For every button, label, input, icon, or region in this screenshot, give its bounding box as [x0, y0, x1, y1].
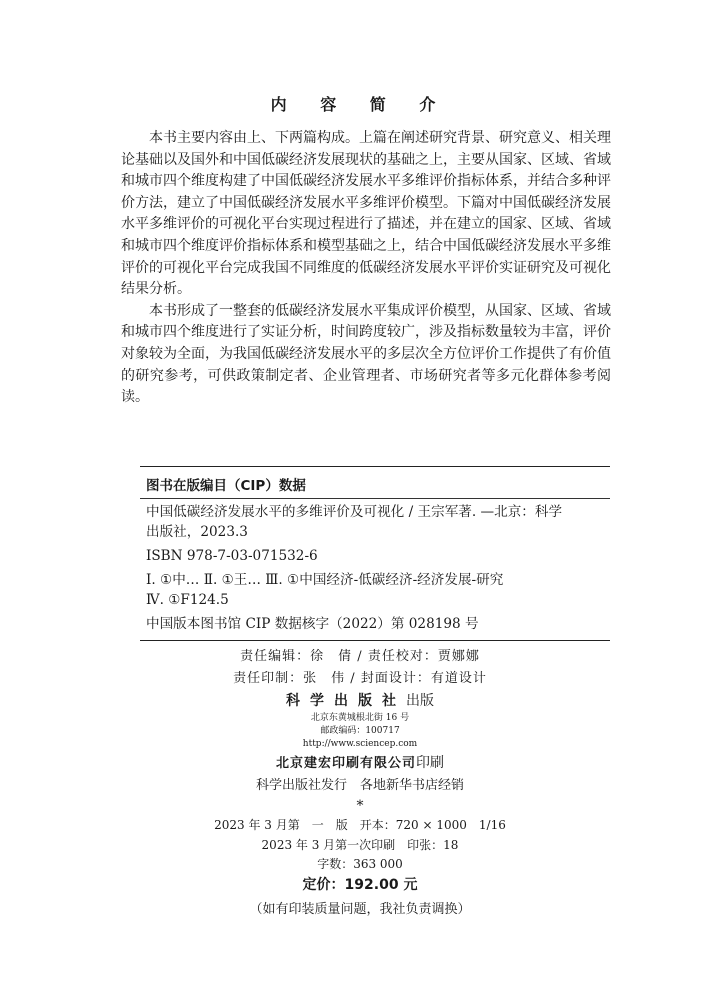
- cip-heading-rule: [140, 498, 610, 499]
- separator-asterisk: *: [356, 798, 364, 814]
- publisher-name: 科学出版社: [286, 693, 406, 709]
- cip-classification-line-2: Ⅳ. ①F124.5: [146, 592, 229, 608]
- printing-line: 2023 年 3 月第一次印刷 印张：18: [261, 838, 459, 852]
- publisher-suffix: 出版: [406, 693, 434, 709]
- edition-line: 2023 年 3 月第 一 版 开本：720 × 1000 1/16: [214, 818, 506, 832]
- cip-record-line-2: 出版社，2023.3: [146, 524, 248, 540]
- printer-line: [0, 752, 720, 772]
- distribution-line: 科学出版社发行 各地新华书店经销: [255, 778, 464, 793]
- cip-record-line-1: 中国低碳经济发展水平的多维评价及可视化 / 王宗军著. —北京：科学: [146, 504, 563, 520]
- publisher-line: [0, 690, 720, 710]
- cip-heading: 图书在版编目（CIP）数据: [146, 478, 306, 494]
- cip-classification-line-1: Ⅰ. ①中… Ⅱ. ①王… Ⅲ. ①中国经济-低碳经济-经济发展-研究: [146, 572, 504, 588]
- content-summary: [121, 128, 611, 409]
- quality-note: （如有印装质量问题，我社负责调换）: [249, 902, 471, 917]
- cip-top-rule: [140, 466, 610, 467]
- page-title: 内 容 简 介: [270, 95, 450, 114]
- printer-name: 北京建宏印刷有限公司: [275, 756, 416, 771]
- cip-bottom-rule: [140, 640, 610, 641]
- cip-data-number: 中国版本图书馆 CIP 数据核字（2022）第 028198 号: [146, 616, 479, 632]
- editors-line-1: 责任编辑：徐 倩 / 责任校对：贾娜娜: [240, 649, 480, 664]
- cip-isbn: ISBN 978-7-03-071532-6: [146, 548, 318, 564]
- publisher-postcode: 邮政编码：100717: [320, 726, 400, 736]
- summary-paragraph-1: 本书主要内容由上、下两篇构成。上篇在阐述研究背景、研究意义、相关理论基础以及国外和中国低碳经济发展现状的基础之上，主要从国家、区域、省域和城市四个维度构建了中国低碳经济发展水平多维评价指标体系，并结合多种评价方法，建立了中国低碳经济发展水平多维评价模型。下篇对中国低碳经济发展水平多维评价的可视化平台实现过程进行了描述，并在建立的国家、区域、省域和城市四个维度评价指标体系和模型基础之上，结合中国低碳经济发展水平多维评价的可视化平台完成我国不同维度的低碳经济发展水平评价实证研究及可视化结果分析。: [121, 130, 611, 298]
- publisher-website: http://www.sciencep.com: [302, 739, 418, 749]
- editors-line-2: 责任印制：张 伟 / 封面设计：有道设计: [233, 671, 487, 686]
- summary-paragraph-2: 本书形成了一整套的低碳经济发展水平集成评价模型，从国家、区域、省域和城市四个维度进行了实证分析，时间跨度较广，涉及指标数量较为丰富，评价对象较为全面，为我国低碳经济发展水平的多层次全方位评价工作提供了有价值的研究参考，可供政策制定者、企业管理者、市场研究者等多元化群体参考阅读。: [121, 302, 611, 406]
- word-count-line: 字数：363 000: [317, 857, 403, 871]
- publisher-address: 北京东黄城根北街 16 号: [310, 713, 410, 723]
- price-line: 定价：192.00 元: [302, 877, 418, 893]
- printer-suffix: 印刷: [416, 755, 444, 771]
